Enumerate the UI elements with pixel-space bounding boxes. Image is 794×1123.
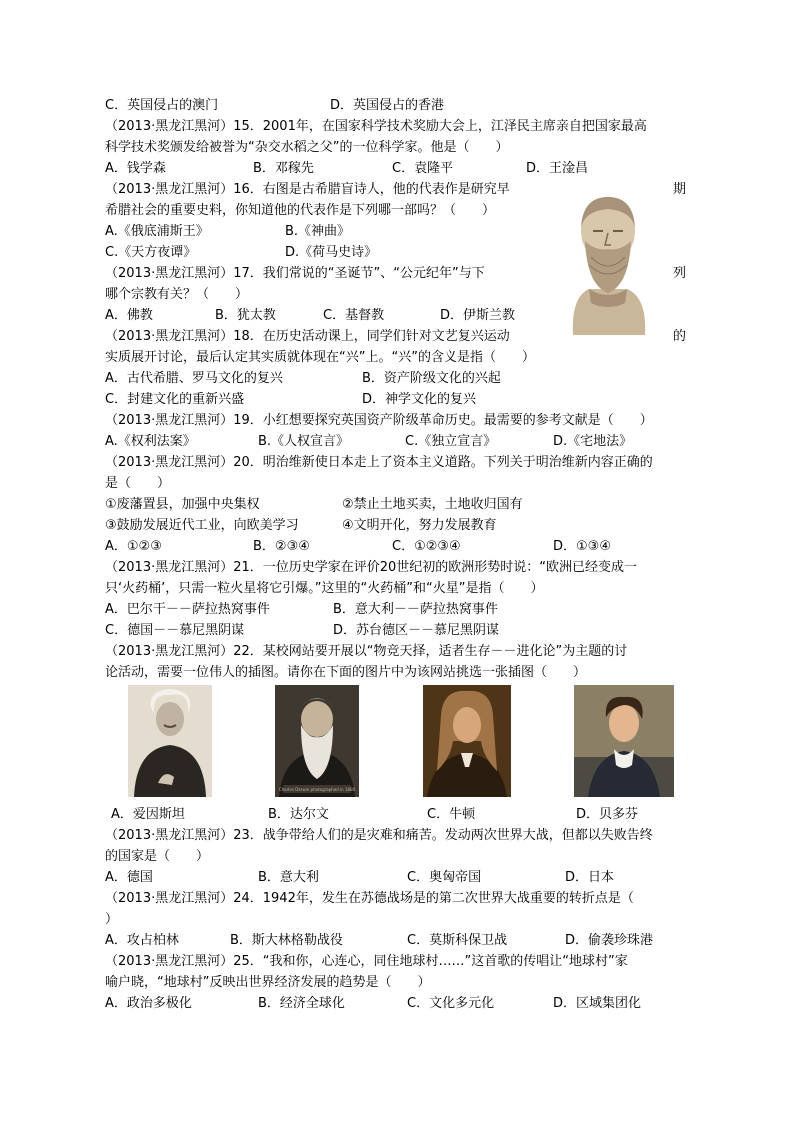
q18-stem-left: （2013·黑龙江黑河）18．在历史活动课上，同学们针对文艺复兴运动 [105, 329, 510, 344]
q22-stem: （2013·黑龙江黑河）22．某校网站要开展以“物竞天择，适者生存－－进化论”为主题的讨 [105, 644, 628, 659]
option-d: D．王淦昌 [526, 161, 589, 176]
q16-stem-right: 期 [673, 182, 687, 197]
option-c: C．德国－－慕尼黑阴谋 [105, 623, 245, 638]
option-d: D.《荷马史诗》 [285, 245, 378, 260]
option-d: D．区域集团化 [553, 996, 642, 1011]
einstein-portrait-icon [128, 685, 212, 797]
q22-stem-cont: 论活动，需要一位伟人的插图。请你在下面的图片中为该网站挑选一张插图（ ） [105, 665, 587, 680]
option-c: C.《天方夜谭》 [105, 245, 197, 260]
option-b: B．意大利－－萨拉热窝事件 [333, 602, 498, 617]
item-2: ②禁止土地买卖，土地收归国有 [342, 497, 523, 512]
option-b: B．斯大林格勒战役 [230, 933, 343, 948]
q16-stem-cont: 希腊社会的重要史料，你知道他的代表作是下列哪一部吗？（ ） [105, 203, 496, 218]
option-c: C．文化多元化 [407, 996, 495, 1011]
q21-stem: （2013·黑龙江黑河）21．一位历史学家在评价20世纪初的欧洲形势时说：“欧洲已经变成一 [105, 560, 638, 575]
option-d: D．英国侵占的香港 [330, 98, 445, 113]
beethoven-portrait [574, 685, 674, 797]
q20-stem: （2013·黑龙江黑河）20．明治维新使日本走上了资本主义道路。下列关于明治维新内容正确的 [105, 455, 653, 470]
q18-stem-right: 的 [673, 329, 687, 344]
option-a: A．攻占柏林 [105, 933, 179, 948]
option-a: A．德国 [105, 870, 153, 885]
q21-stem-cont: 只‘火药桶’，只需一粒火星将它引爆。”这里的“火药桶”和“火星”是指（ ） [105, 581, 544, 596]
option-a: A.《俄底浦斯王》 [105, 224, 209, 239]
homer-bust-icon [555, 185, 661, 335]
option-d: D．伊斯兰教 [440, 308, 516, 323]
figure-caption: Charles Darwin photographed in 1880 [278, 787, 356, 792]
option-b: B.《人权宣言》 [258, 434, 350, 449]
option-b: B．邓稼先 [253, 161, 314, 176]
q16-stem-left: （2013·黑龙江黑河）16．右图是古希腊盲诗人，他的代表作是研究早 [105, 182, 510, 197]
option-c: C．①②③④ [392, 539, 461, 554]
option-b: B．意大利 [258, 870, 319, 885]
item-1: ①废藩置县，加强中央集权 [105, 497, 260, 512]
option-a: A．钱学森 [105, 161, 166, 176]
option-d: D．日本 [565, 870, 615, 885]
q24-stem-cont: ） [105, 912, 119, 927]
option-a: A．①②③ [105, 539, 162, 554]
option-c: C.《独立宣言》 [405, 434, 497, 449]
darwin-portrait [275, 685, 359, 797]
option-d: D．偷袭珍珠港 [565, 933, 654, 948]
q23-stem: （2013·黑龙江黑河）23．战争带给人们的是灾难和痛苦。发动两次世界大战，但都以失败告终 [105, 828, 653, 843]
option-d: D．神学文化的复兴 [362, 392, 477, 407]
q24-stem: （2013·黑龙江黑河）24．1942年，发生在苏德战场是的第二次世界大战重要的转折点是（ [105, 891, 634, 906]
option-b: B.《神曲》 [285, 224, 351, 239]
q25-stem: （2013·黑龙江黑河）25．“我和你，心连心，同住地球村……”这首歌的传唱让“地球村”家 [105, 954, 628, 969]
einstein-portrait [128, 685, 212, 797]
q18-stem-cont: 实质展开讨论，最后认定其实质就体现在“兴”上。“兴”的含义是指（ ） [105, 350, 535, 365]
option-c: C．袁隆平 [392, 161, 454, 176]
q15-stem-cont: 科学技术奖颁发给被誉为“杂交水稻之父”的一位科学家。他是（ ） [105, 140, 509, 155]
option-d: D．贝多芬 [576, 807, 639, 822]
option-b: B．资产阶级文化的兴起 [362, 371, 501, 386]
homer-bust-image [555, 185, 661, 335]
q19-stem: （2013·黑龙江黑河）19．小红想要探究英国资产阶级革命历史。最需要的参考文献是（ ） [105, 413, 653, 428]
option-d: D.《宅地法》 [553, 434, 633, 449]
option-a: A．政治多极化 [105, 996, 192, 1011]
q17-stem-left: （2013·黑龙江黑河）17．我们常说的“圣诞节”、“公元纪年”与下 [105, 266, 485, 281]
option-c: C．英国侵占的澳门 [105, 98, 219, 113]
option-a: A．古代希腊、罗马文化的复兴 [105, 371, 283, 386]
option-b: B．犹太教 [215, 308, 276, 323]
q23-stem-cont: 的国家是（ ） [105, 849, 210, 864]
option-b: B．达尔文 [268, 807, 329, 822]
option-b: B．②③④ [253, 539, 310, 554]
option-c: C．封建文化的重新兴盛 [105, 392, 245, 407]
option-a: A．爱因斯坦 [111, 807, 185, 822]
q17-stem-cont: 哪个宗教有关？（ ） [105, 287, 249, 302]
q20-stem-cont: 是（ ） [105, 476, 171, 491]
q17-stem-right: 列 [673, 266, 687, 281]
beethoven-portrait-icon [574, 685, 674, 797]
newton-portrait [423, 685, 511, 797]
q25-stem-cont: 喻户晓，“地球村”反映出世界经济发展的趋势是（ ） [105, 975, 431, 990]
option-a: A．佛教 [105, 308, 153, 323]
newton-portrait-icon [423, 685, 511, 797]
q15-stem: （2013·黑龙江黑河）15．2001年，在国家科学技术奖励大会上，江泽民主席亲自把国家最高 [105, 119, 647, 134]
option-a: A．巴尔干－－萨拉热窝事件 [105, 602, 270, 617]
item-3: ③鼓励发展近代工业，向欧美学习 [105, 518, 299, 533]
option-d: D．苏台德区－－慕尼黑阴谋 [333, 623, 500, 638]
option-c: C．莫斯科保卫战 [407, 933, 508, 948]
item-4: ④文明开化，努力发展教育 [342, 518, 497, 533]
option-a: A.《权利法案》 [105, 434, 196, 449]
option-d: D．①③④ [553, 539, 611, 554]
option-c: C．牛顿 [427, 807, 476, 822]
option-c: C．基督教 [323, 308, 385, 323]
darwin-portrait-icon [275, 685, 359, 797]
option-c: C．奥匈帝国 [407, 870, 482, 885]
option-b: B．经济全球化 [258, 996, 345, 1011]
